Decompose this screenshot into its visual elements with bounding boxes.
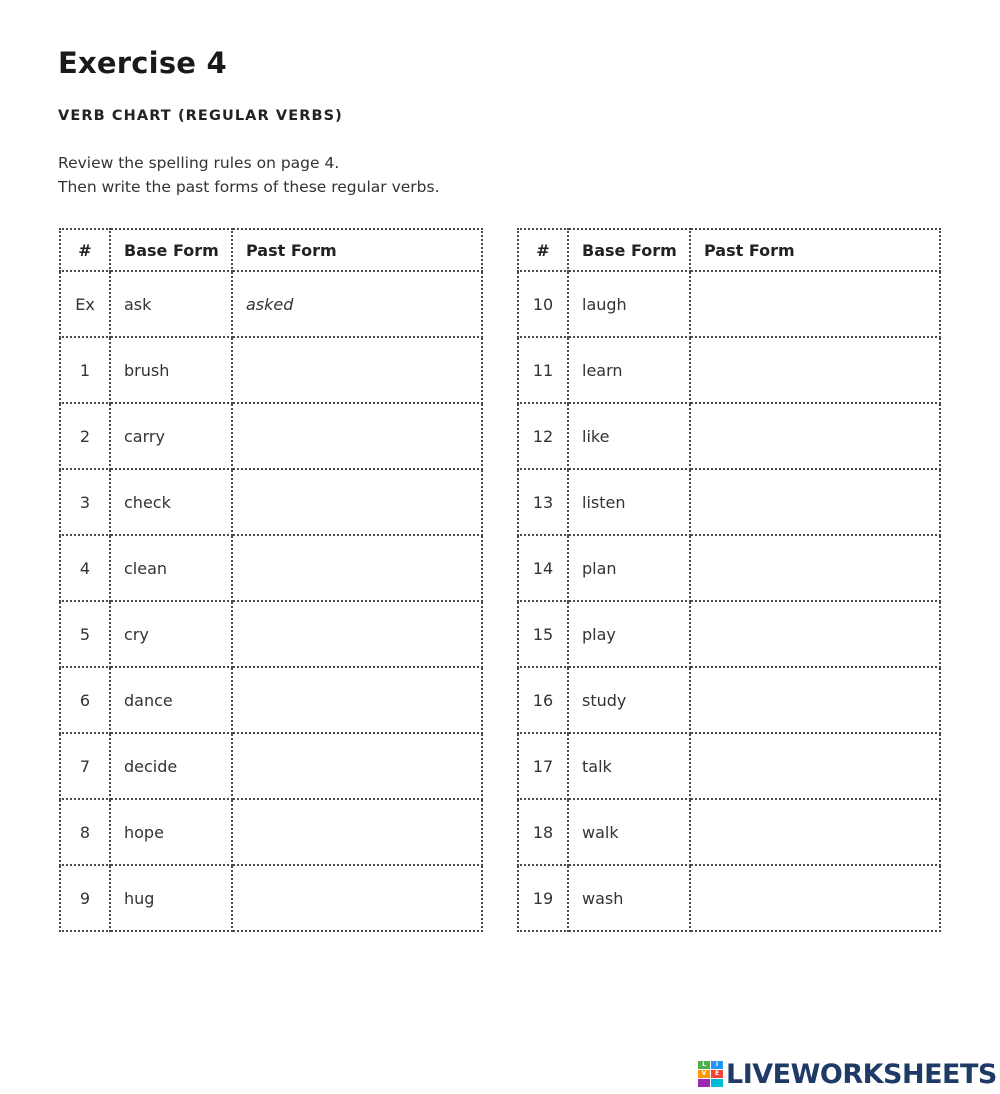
logo-mark-cell: [711, 1079, 723, 1087]
past-form-answer-cell[interactable]: [690, 535, 940, 601]
page-title: Exercise 4: [58, 46, 227, 80]
table-row: [518, 271, 940, 337]
past-form-answer-cell[interactable]: [690, 469, 940, 535]
past-form-answer-cell[interactable]: [232, 403, 482, 469]
table-row: [60, 799, 482, 865]
base-form-cell: clean: [110, 535, 232, 601]
table-row: [60, 601, 482, 667]
table-header-row: [60, 229, 482, 271]
logo-mark-cell: [698, 1079, 710, 1087]
base-form-cell: learn: [568, 337, 690, 403]
base-form-cell: cry: [110, 601, 232, 667]
table-row: [60, 733, 482, 799]
base-form-cell: hope: [110, 799, 232, 865]
past-form-answer-cell[interactable]: [232, 733, 482, 799]
table-row: [518, 733, 940, 799]
base-form-cell: hug: [110, 865, 232, 931]
row-number: 9: [60, 865, 110, 931]
base-form-cell: laugh: [568, 271, 690, 337]
base-form-cell: like: [568, 403, 690, 469]
row-number: 2: [60, 403, 110, 469]
row-number: 3: [60, 469, 110, 535]
verb-table-right: [517, 228, 941, 932]
row-number: 13: [518, 469, 568, 535]
past-form-column-header: Past Form: [690, 229, 940, 271]
row-number: 19: [518, 865, 568, 931]
table-row: [60, 667, 482, 733]
logo-mark-cell: L: [698, 1061, 710, 1069]
base-form-cell: dance: [110, 667, 232, 733]
base-form-cell: ask: [110, 271, 232, 337]
table-row: [518, 799, 940, 865]
base-form-cell: walk: [568, 799, 690, 865]
instruction-line: Then write the past forms of these regular verbs.: [58, 178, 440, 196]
past-form-example: asked: [232, 271, 482, 337]
base-form-cell: carry: [110, 403, 232, 469]
past-form-answer-cell[interactable]: [232, 667, 482, 733]
row-number: 5: [60, 601, 110, 667]
past-form-answer-cell[interactable]: [690, 403, 940, 469]
instructions: [58, 151, 440, 199]
past-form-answer-cell[interactable]: [690, 733, 940, 799]
table-row: [60, 535, 482, 601]
table-header-row: [518, 229, 940, 271]
past-form-answer-cell[interactable]: [232, 469, 482, 535]
liveworksheets-logo[interactable]: [698, 1058, 997, 1090]
base-form-column-header: Base Form: [110, 229, 232, 271]
base-form-cell: study: [568, 667, 690, 733]
base-form-cell: play: [568, 601, 690, 667]
past-form-answer-cell[interactable]: [690, 667, 940, 733]
base-form-column-header: Base Form: [568, 229, 690, 271]
base-form-cell: listen: [568, 469, 690, 535]
logo-mark-cell: V: [698, 1070, 710, 1078]
past-form-answer-cell[interactable]: [232, 865, 482, 931]
row-number: 17: [518, 733, 568, 799]
logo-mark-icon: [698, 1061, 723, 1087]
row-number: 8: [60, 799, 110, 865]
row-number: 6: [60, 667, 110, 733]
past-form-answer-cell[interactable]: [232, 337, 482, 403]
past-form-answer-cell[interactable]: [690, 337, 940, 403]
logo-mark-cell: I: [711, 1061, 723, 1069]
row-number: 7: [60, 733, 110, 799]
past-form-column-header: Past Form: [232, 229, 482, 271]
table-row: [60, 337, 482, 403]
past-form-answer-cell[interactable]: [690, 271, 940, 337]
row-number: Ex: [60, 271, 110, 337]
past-form-answer-cell[interactable]: [232, 601, 482, 667]
row-number: 14: [518, 535, 568, 601]
past-form-answer-cell[interactable]: [690, 601, 940, 667]
table-row: [518, 469, 940, 535]
row-number: 4: [60, 535, 110, 601]
table-row: [60, 469, 482, 535]
table-row: [60, 865, 482, 931]
table-row: [518, 403, 940, 469]
row-number: 1: [60, 337, 110, 403]
table-row: [518, 535, 940, 601]
table-row: [60, 271, 482, 337]
table-row: [518, 337, 940, 403]
row-number: 12: [518, 403, 568, 469]
logo-text: LIVEWORKSHEETS: [726, 1058, 997, 1090]
table-row: [60, 403, 482, 469]
base-form-cell: wash: [568, 865, 690, 931]
row-number: 18: [518, 799, 568, 865]
table-row: [518, 865, 940, 931]
chart-subtitle: VERB CHART (REGULAR VERBS): [58, 108, 343, 124]
past-form-answer-cell[interactable]: [232, 799, 482, 865]
past-form-answer-cell[interactable]: [232, 535, 482, 601]
base-form-cell: brush: [110, 337, 232, 403]
row-number: 16: [518, 667, 568, 733]
past-form-answer-cell[interactable]: [690, 799, 940, 865]
base-form-cell: check: [110, 469, 232, 535]
table-body-left: [60, 271, 482, 931]
table-row: [518, 601, 940, 667]
number-column-header: #: [60, 229, 110, 271]
row-number: 15: [518, 601, 568, 667]
row-number: 11: [518, 337, 568, 403]
row-number: 10: [518, 271, 568, 337]
base-form-cell: talk: [568, 733, 690, 799]
table-body-right: [518, 271, 940, 931]
base-form-cell: decide: [110, 733, 232, 799]
verb-table-left: [59, 228, 483, 932]
logo-mark-cell: E: [711, 1070, 723, 1078]
table-row: [518, 667, 940, 733]
base-form-cell: plan: [568, 535, 690, 601]
instruction-line: Review the spelling rules on page 4.: [58, 154, 340, 172]
past-form-answer-cell[interactable]: [690, 865, 940, 931]
number-column-header: #: [518, 229, 568, 271]
